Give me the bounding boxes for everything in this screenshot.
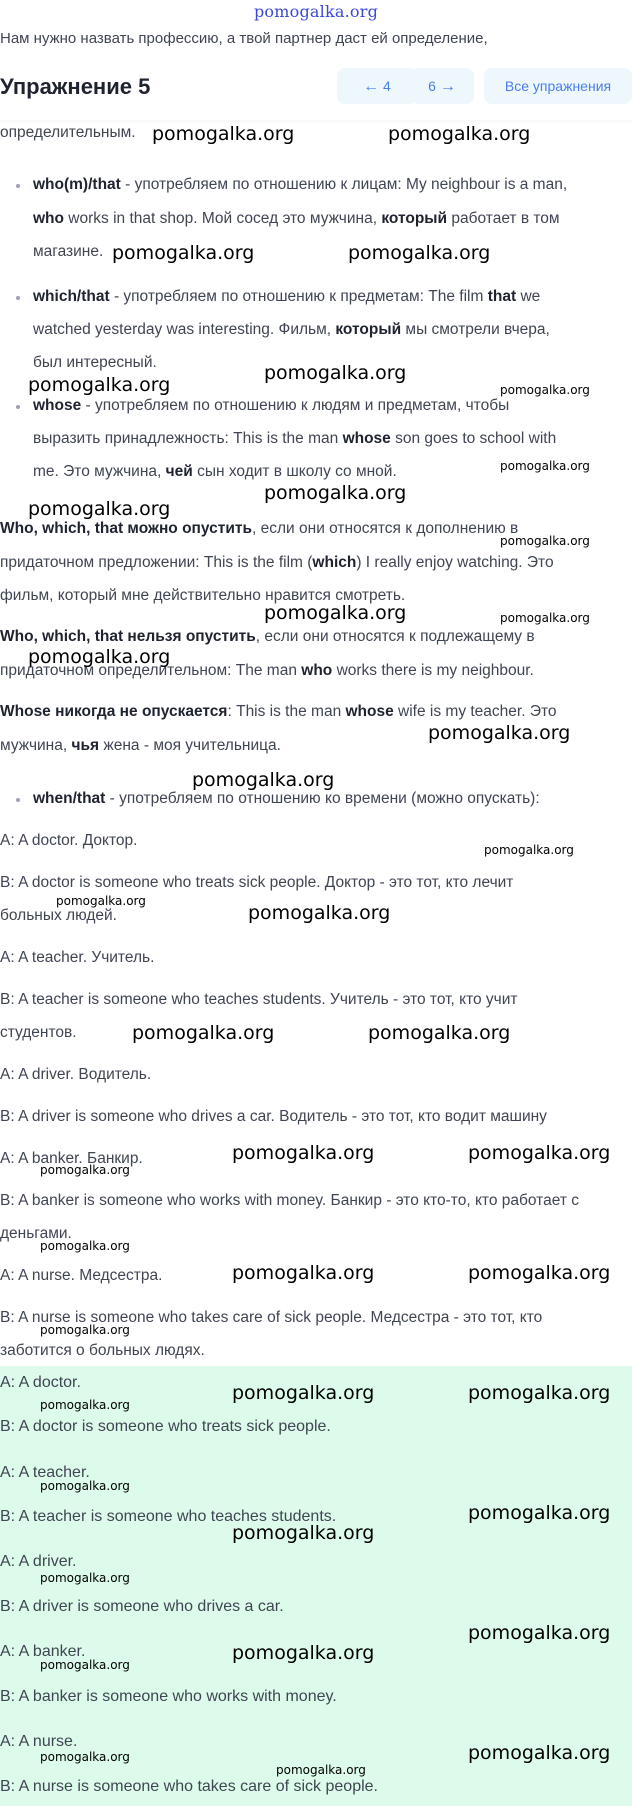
answer-line: A: A banker. <box>0 1643 86 1660</box>
bullet-which-line2: watched yesterday was interesting. Фильм, который мы смотрели вчера, <box>33 321 550 338</box>
rule-omit-line3: фильм, который мне действительно нравится смотреть. <box>0 587 406 604</box>
watermark-text: pomogalka.org <box>468 1382 611 1404</box>
watermark-text: pomogalka.org <box>40 1479 130 1493</box>
dialogue-line: A: A driver. Водитель. <box>0 1066 152 1083</box>
intro-line: Нам нужно назвать профессию, а твой партнер даст ей определение, <box>0 30 488 47</box>
watermark-text: pomogalka.org <box>468 1262 611 1284</box>
watermark-text: pomogalka.org <box>500 383 590 397</box>
rule-whose-line1: Whose никогда не опускается: This is the man whose wife is my teacher. Это <box>0 703 557 720</box>
bullet-whose-line3: me. Это мужчина, чей сын ходит в школу со мной. <box>33 463 397 480</box>
watermark-text: pomogalka.org <box>468 1142 611 1164</box>
watermark-text: pomogalka.org <box>232 1382 375 1404</box>
bullet-dot <box>16 184 20 188</box>
rule-no-omit-line1: Who, which, that нельзя опустить, если они относятся к подлежащему в <box>0 628 535 645</box>
watermark-text: pomogalka.org <box>56 894 146 908</box>
answer-block <box>0 1366 632 1806</box>
watermark-text: pomogalka.org <box>40 1750 130 1764</box>
arrow-right-icon: → <box>439 78 456 95</box>
watermark-text: pomogalka.org <box>232 1522 375 1544</box>
watermark-text: pomogalka.org <box>276 1763 366 1777</box>
dialogue-line: заботится о больных людях. <box>0 1342 205 1359</box>
dialogue-line: A: A teacher. Учитель. <box>0 949 155 966</box>
answer-line: A: A driver. <box>0 1553 77 1570</box>
watermark-text: pomogalka.org <box>500 611 590 625</box>
watermark-text: pomogalka.org <box>40 1571 130 1585</box>
all-exercises-button[interactable]: Все упражнения <box>484 68 632 104</box>
next-exercise-label: 6 <box>428 78 436 94</box>
rule-whose-line2: мужчина, чья жена - моя учительница. <box>0 737 281 754</box>
dialogue-line: B: A driver is someone who drives a car. Водитель - это тот, кто водит машину <box>0 1108 547 1125</box>
next-exercise-button[interactable] <box>410 68 474 104</box>
watermark-text: pomogalka.org <box>264 602 407 624</box>
watermark-text: pomogalka.org <box>152 123 295 145</box>
watermark-text: pomogalka.org <box>40 1163 130 1177</box>
site-logo[interactable]: pomogalka.org <box>253 2 379 21</box>
watermark-text: pomogalka.org <box>232 1262 375 1284</box>
theory-cont-line: определительным. <box>0 124 136 141</box>
watermark-text: pomogalka.org <box>468 1622 611 1644</box>
dialogue-line: больных людей. <box>0 907 117 924</box>
answer-line: A: A doctor. <box>0 1374 81 1391</box>
bullet-who-line3: магазине. <box>33 243 104 260</box>
watermark-text: pomogalka.org <box>388 123 531 145</box>
bullet-whose-line2: выразить принадлежность: This is the man whose son goes to school with <box>33 430 557 447</box>
watermark-text: pomogalka.org <box>40 1658 130 1672</box>
watermark-text: pomogalka.org <box>132 1022 275 1044</box>
dialogue-line: A: A nurse. Медсестра. <box>0 1267 163 1284</box>
dialogue-line: B: A doctor is someone who treats sick people. Доктор - это тот, кто лечит <box>0 874 514 891</box>
watermark-text: pomogalka.org <box>248 902 391 924</box>
watermark-text: pomogalka.org <box>40 1239 130 1253</box>
watermark-text: pomogalka.org <box>28 374 171 396</box>
answer-line: B: A teacher is someone who teaches students. <box>0 1508 337 1525</box>
watermark-text: pomogalka.org <box>500 534 590 548</box>
answer-line: A: A nurse. <box>0 1733 78 1750</box>
watermark-text: pomogalka.org <box>232 1142 375 1164</box>
bullet-dot <box>16 296 20 300</box>
watermark-text: pomogalka.org <box>468 1502 611 1524</box>
bullet-dot <box>16 405 20 409</box>
watermark-text: pomogalka.org <box>40 1323 130 1337</box>
dialogue-line: деньгами. <box>0 1225 72 1242</box>
bullet-who-line2: who works in that shop. Мой сосед это мужчина, который работает в том <box>33 210 560 227</box>
watermark-text: pomogalka.org <box>264 482 407 504</box>
watermark-text: pomogalka.org <box>40 1398 130 1412</box>
watermark-text: pomogalka.org <box>28 646 171 668</box>
rule-omit-line2: придаточном предложении: This is the film (which) I really enjoy watching. Это <box>0 554 554 571</box>
watermark-text: pomogalka.org <box>428 722 571 744</box>
watermark-text: pomogalka.org <box>28 498 171 520</box>
bullet-which-line3: был интересный. <box>33 354 157 371</box>
dialogue-line: A: A doctor. Доктор. <box>0 832 138 849</box>
exercise-header <box>0 58 632 120</box>
watermark-text: pomogalka.org <box>368 1022 511 1044</box>
prev-exercise-label: 4 <box>383 78 391 94</box>
bullet-dot <box>16 798 20 802</box>
answer-line: B: A nurse is someone who takes care of sick people. <box>0 1778 378 1795</box>
watermark-text: pomogalka.org <box>192 769 335 791</box>
answer-line: B: A driver is someone who drives a car. <box>0 1598 284 1615</box>
watermark-text: pomogalka.org <box>264 362 407 384</box>
page-title: Упражнение 5 <box>0 74 151 99</box>
answer-line: B: A banker is someone who works with money. <box>0 1688 337 1705</box>
rule-omit-line1: Who, which, that можно опустить, если они относятся к дополнению в <box>0 520 519 537</box>
bullet-whose-line1: whose - употребляем по отношению к людям и предметам, чтобы <box>33 397 510 414</box>
dialogue-line: студентов. <box>0 1024 77 1041</box>
dialogue-line: B: A banker is someone who works with money. Банкир - это кто-то, кто работает с <box>0 1192 579 1209</box>
watermark-text: pomogalka.org <box>348 242 491 264</box>
bullet-when-line: when/that - употребляем по отношению ко времени (можно опускать): <box>33 790 540 807</box>
rule-no-omit-line2: придаточном определительном: The man who works there is my neighbour. <box>0 662 534 679</box>
arrow-left-icon: ← <box>363 78 380 95</box>
dialogue-line: B: A teacher is someone who teaches students. Учитель - это тот, кто учит <box>0 991 518 1008</box>
watermark-text: pomogalka.org <box>232 1642 375 1664</box>
answer-line: A: A teacher. <box>0 1464 90 1481</box>
watermark-text: pomogalka.org <box>468 1742 611 1764</box>
watermark-text: pomogalka.org <box>484 843 574 857</box>
prev-exercise-button[interactable] <box>337 68 417 104</box>
watermark-text: pomogalka.org <box>112 242 255 264</box>
watermark-text: pomogalka.org <box>500 459 590 473</box>
bullet-which-line1: which/that - употребляем по отношению к предметам: The film that we <box>33 288 541 305</box>
bullet-who-line1: who(m)/that - употребляем по отношению к лицам: My neighbour is a man, <box>33 176 568 193</box>
dialogue-line: A: A banker. Банкир. <box>0 1150 143 1167</box>
dialogue-line: B: A nurse is someone who takes care of sick people. Медсестра - это тот, кто <box>0 1309 543 1326</box>
answer-line: B: A doctor is someone who treats sick people. <box>0 1418 331 1435</box>
